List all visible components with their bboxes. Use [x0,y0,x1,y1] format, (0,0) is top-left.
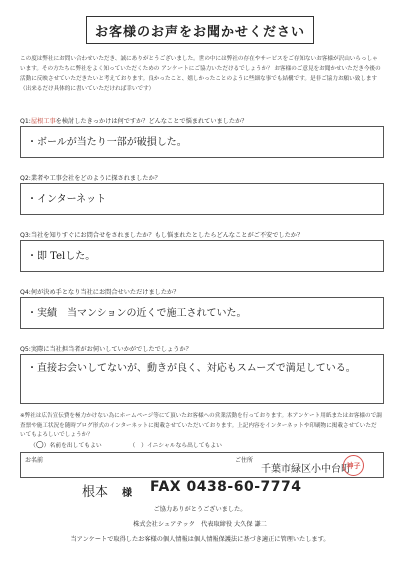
publication-notice: ※弊社は広告宣伝費を極力かけない為にホームページ等にて頂いたお客様への営業活動を行っております。本アンケート用紙またはお客様ので調査票や施工状況を随時ブログ形式のインターネットに掲載させていただいております。上記内容をインターネットや印刷物に掲載させていただいてもよろしいでしょうか？ [20,413,382,438]
question-text: 実際に当社担当者がお伺いしていかがでしたでしょうか？ [30,346,192,353]
question-prefix: Q2: [20,175,31,182]
option-label: イニシャルなら出してもよい [146,443,222,449]
question-4 [20,287,179,296]
question-5 [20,344,192,353]
company-name: 株式会社シェアテック 代表取締役 大久保 謙二 [133,521,267,528]
question-highlight: 屋根工事 [30,118,56,125]
customer-name: 根本 [82,485,109,500]
address-value[interactable]: 千葉市緑区小中台町 [261,464,351,475]
question-prefix: Q4: [20,289,31,296]
answer-box-1[interactable] [20,126,384,158]
publication-options [30,440,248,450]
privacy-notice: 当アンケートで取得したお客様の個人情報は個人情報保護法に基づき適正に管理いたします。 [70,536,330,543]
circle-mark: ○ [35,440,44,450]
answer-text: ・インターネット [27,194,107,205]
question-prefix: Q5: [20,346,31,353]
thanks-text: ご協力ありがとうございました。 [153,506,247,513]
honorific: 様 [122,488,132,499]
answer-box-4[interactable] [20,297,384,329]
question-prefix: Q3: [20,232,31,239]
name-address-box [20,452,384,478]
question-1 [20,116,247,125]
address-label: ご住所 [235,457,254,464]
seal-stamp: 神子 [343,455,364,476]
question-3 [20,230,303,239]
answer-box-2[interactable] [20,183,384,215]
name-label: お名前 [25,457,44,464]
page-title: お客様のお声をお聞かせください [86,16,314,44]
answer-box-3[interactable] [20,240,384,272]
question-text: 業者や工事会社をどのように探されましたか？ [30,175,161,182]
answer-text: ・直接お会いしてないが、動きが良く、対応もスムーズで満足している。 [27,363,356,374]
option-real-name[interactable]: （○）名前を出してもよい [30,440,102,450]
answer-text: ・実績 当マンションの近くで施工されていた。 [27,308,247,319]
question-text: 当社を知りすぐにお問合せをされましたか？もし悩まれたとしたらどんなことがご不安でしたか？ [30,232,304,239]
question-prefix: Q1: [20,118,31,125]
answer-text: ・即 Telした。 [27,251,96,262]
answer-text: ・ボールが当たり一部が破損した。 [27,137,187,148]
question-2 [20,173,161,182]
option-label: 名前を出してもよい [49,443,102,449]
option-initial[interactable]: （ ）イニシャルなら出してもよい [129,443,222,449]
question-text: 何が決め手となり当社にお問合せいただけましたか？ [30,289,180,296]
intro-paragraph: この度は弊社にお問い合わせいただき、誠にありがとうございました。世の中には弊社の存在やサービスをご存知ないお客様が沢山いらっしゃいます。その方たちに弊社をよく知っていただくための アンケートにご協力いただけるでしょうか？ お客様のご意見をお聞かせいただき今後の活動に反映させていただきたいと考えております。良かったこと、嬉しかったことのように些細な事でも結構です。是非ご協力お願い致します（出来るだけ具体的に書いていただければ幸いです） [20,56,381,92]
fax-number: FAX 0438-60-7774 [150,479,302,495]
answer-box-5[interactable] [20,354,384,404]
question-text: を検討したきっかけは何ですか？どんなことで悩まれていましたか？ [55,118,248,125]
